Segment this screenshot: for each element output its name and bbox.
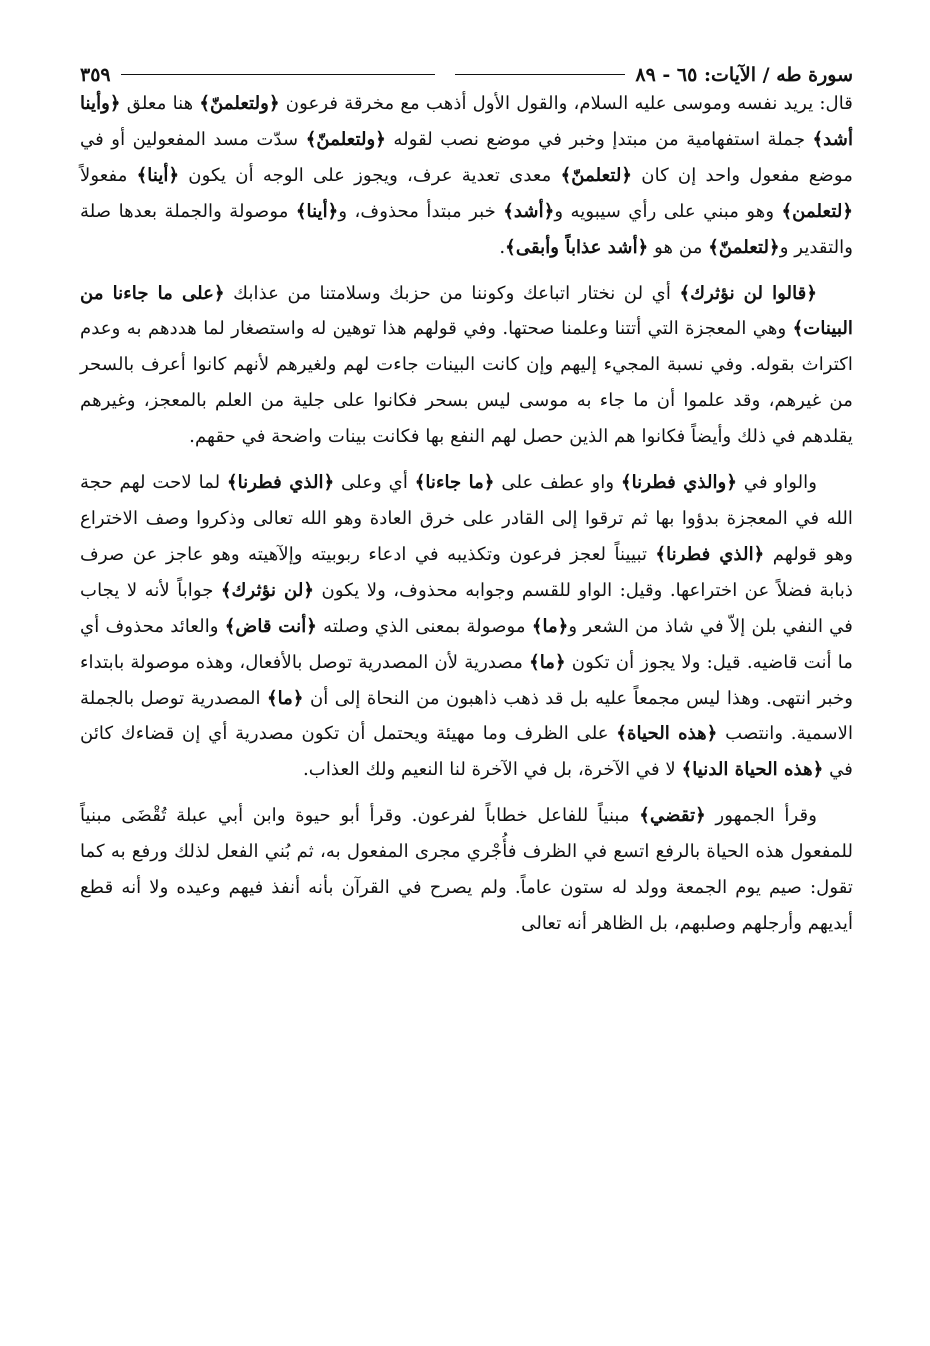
text-run: لما لاحت لهم حجة الله في المعجزة بدؤوا بها ثم ترقوا إلى القادر على خرق العادة وهو الله تعالى وذكروا وصف الاختراع وهو قولهم (80, 472, 853, 565)
text-run: المصدرية توصل بالجملة الاسمية. وانتصب (80, 687, 854, 745)
text-run: جواباً لأنه لا يجاب في النفي بلن إلاّ في شاذ من الشعر و (80, 579, 853, 637)
quran-quote: ﴿الذي فطرنا﴾ (655, 543, 765, 565)
text-run: جملة استفهامية من مبتدإ وخبر في موضع نصب لقوله (385, 128, 813, 150)
text-run: على الظرف وما مهيئة ويحتمل أن تكون مصدرية أي إن قضاءك كائن في (80, 723, 853, 781)
text-run: مصدرية لأن المصدرية توصل بالأفعال، وهذه موصولة بابتداء وخبر انتهى. وهذا ليس مجمعاً عليه بل قد ذهب ذاهبون من النحاة إلى أن (80, 651, 853, 709)
text-run: والعائد محذوف أي ما أنت قاضيه. قيل: ولا يجوز أن تكون (80, 615, 853, 673)
quran-quote: ﴿ما جاءنا﴾ (414, 472, 495, 494)
text-run: قال: يريد نفسه وموسى عليه السلام، والقول الأول أذهب مع مخرقة فرعون (279, 93, 853, 114)
text-run: . (499, 236, 506, 258)
quran-quote: ﴿هذه الحياة﴾ (616, 723, 718, 745)
quran-quote: ﴿أنت قاض﴾ (224, 615, 317, 637)
text-run: موصولة بمعنى الذي وصلته (316, 615, 532, 637)
quran-quote: ﴿أينا﴾ (295, 200, 339, 222)
quran-quote: ﴿ولتعلمنّ﴾ (199, 93, 280, 114)
quran-quote: ﴿لتعلمنّ﴾ (560, 164, 633, 186)
text-run: من هو (648, 236, 709, 258)
quran-quote: ﴿هذه الحياة الدنيا﴾ (681, 759, 824, 781)
quran-quote: ﴿والذي فطرنا﴾ (620, 472, 737, 494)
text-run: تبييناً لعجز فرعون وتكذيبه في ادعاء ربوبيته وإلآهيته وهو عاجز عن صرف ذبابة فضلاً عن اختراعها. وقيل: الواو للقسم وجوابه محذوف، ولا يكون (80, 543, 853, 601)
text-run: لا في الآخرة، بل في الآخرة لنا النعيم ولك العذاب. (302, 759, 682, 781)
quran-quote: ﴿لتعلمنّ﴾ (708, 236, 780, 258)
chapter-title: سورة طه / الآيات: ٦٥ - ٨٩ (635, 64, 853, 86)
page-body (80, 86, 853, 942)
text-run: واو عطف على (494, 472, 621, 494)
text-run: مفعولاً (80, 164, 137, 186)
header-rule (121, 74, 436, 75)
text-run: خبر مبتدأ محذوف، و (338, 200, 504, 222)
quran-quote: ﴿قالوا لن نؤثرك﴾ (679, 282, 817, 304)
quran-quote: ﴿لتعلمن﴾ (781, 200, 854, 222)
quran-quote: ﴿ما﴾ (529, 651, 566, 673)
quran-quote: ﴿أشد عذاباً وأبقى﴾ (505, 236, 649, 258)
text-run: والواو في (737, 472, 818, 494)
paragraph (80, 276, 853, 456)
text-run: هنا معلق (120, 93, 200, 114)
quran-quote: ﴿وأينا أشد﴾ (80, 93, 854, 150)
quran-quote: ﴿ولتعلمنّ﴾ (305, 128, 386, 150)
text-run: وقرأ الجمهور (705, 805, 817, 827)
text-run: معدى تعدية عرف، ويجوز على الوجه أن يكون (179, 164, 561, 186)
header-rule-right (455, 74, 625, 75)
text-run: موصولة والجملة بعدها صلة والتقدير و (80, 200, 853, 258)
page-number: ٣٥٩ (80, 64, 111, 86)
quran-quote: ﴿ما﴾ (266, 687, 304, 709)
text-run: مبنياً للفاعل خطاباً لفرعون. وقرأ أبو حيوة وابن أبي عبلة تُقْضَى مبنياً للمفعول هذه الحياة بالرفع اتسع في الظرف فأُجْري مجرى المفعول به، ثم بُني الفعل لذلك ورفع به كما تقول: صيم يوم الجمعة وولد له ستون عاماً. ولم يصرح في القرآن بأنه أنفذ فيهم وعيده ولا أنه قطع أيديهم وأرجلهم وصلبهم، بل الظاهر أنه تعالى (80, 805, 853, 934)
page-header (80, 48, 853, 86)
text-run: أي لن نختار اتباعك وكوننا من حزبك وسلامتنا من عذابك (224, 282, 680, 304)
quran-quote: ﴿لن نؤثرك﴾ (220, 579, 315, 601)
paragraph (80, 86, 853, 266)
quran-quote: ﴿ما﴾ (531, 615, 569, 637)
paragraph (80, 798, 853, 942)
quran-quote: ﴿تقضي﴾ (639, 805, 706, 827)
text-run: أي وعلى (334, 472, 415, 494)
quran-quote: ﴿أينا﴾ (136, 164, 180, 186)
quran-quote: ﴿أشد﴾ (503, 200, 555, 222)
text-run: وهو مبني على رأي سيبويه و (554, 200, 782, 222)
paragraph (80, 465, 853, 788)
text-run: سدّت مسد المفعولين أو في موضع مفعول واحد إن كان (80, 128, 853, 186)
quran-quote: ﴿على ما جاءنا من البينات﴾ (80, 282, 853, 340)
text-run: وهي المعجزة التي أتتنا وعلمنا صحتها. وفي قولهم هذا توهين له واستصغار لما هددهم به وعدم اكتراث بقوله. وفي نسبة المجيء إليهم وإن كانت البينات جاءت لهم ولغيرهم لأنهم كانوا أعرف بالسحر من غيرهم، وقد علموا أن ما جاء به موسى ليس بسحر فكانوا على جلية من العلم بالمعجز، وغيرهم يقلدهم في ذلك وأيضاً فكانوا هم الذين حصل لهم النفع بها فكانت بينات واضحة في حقهم. (80, 318, 853, 448)
quran-quote: ﴿الذي فطرنا﴾ (226, 472, 335, 494)
